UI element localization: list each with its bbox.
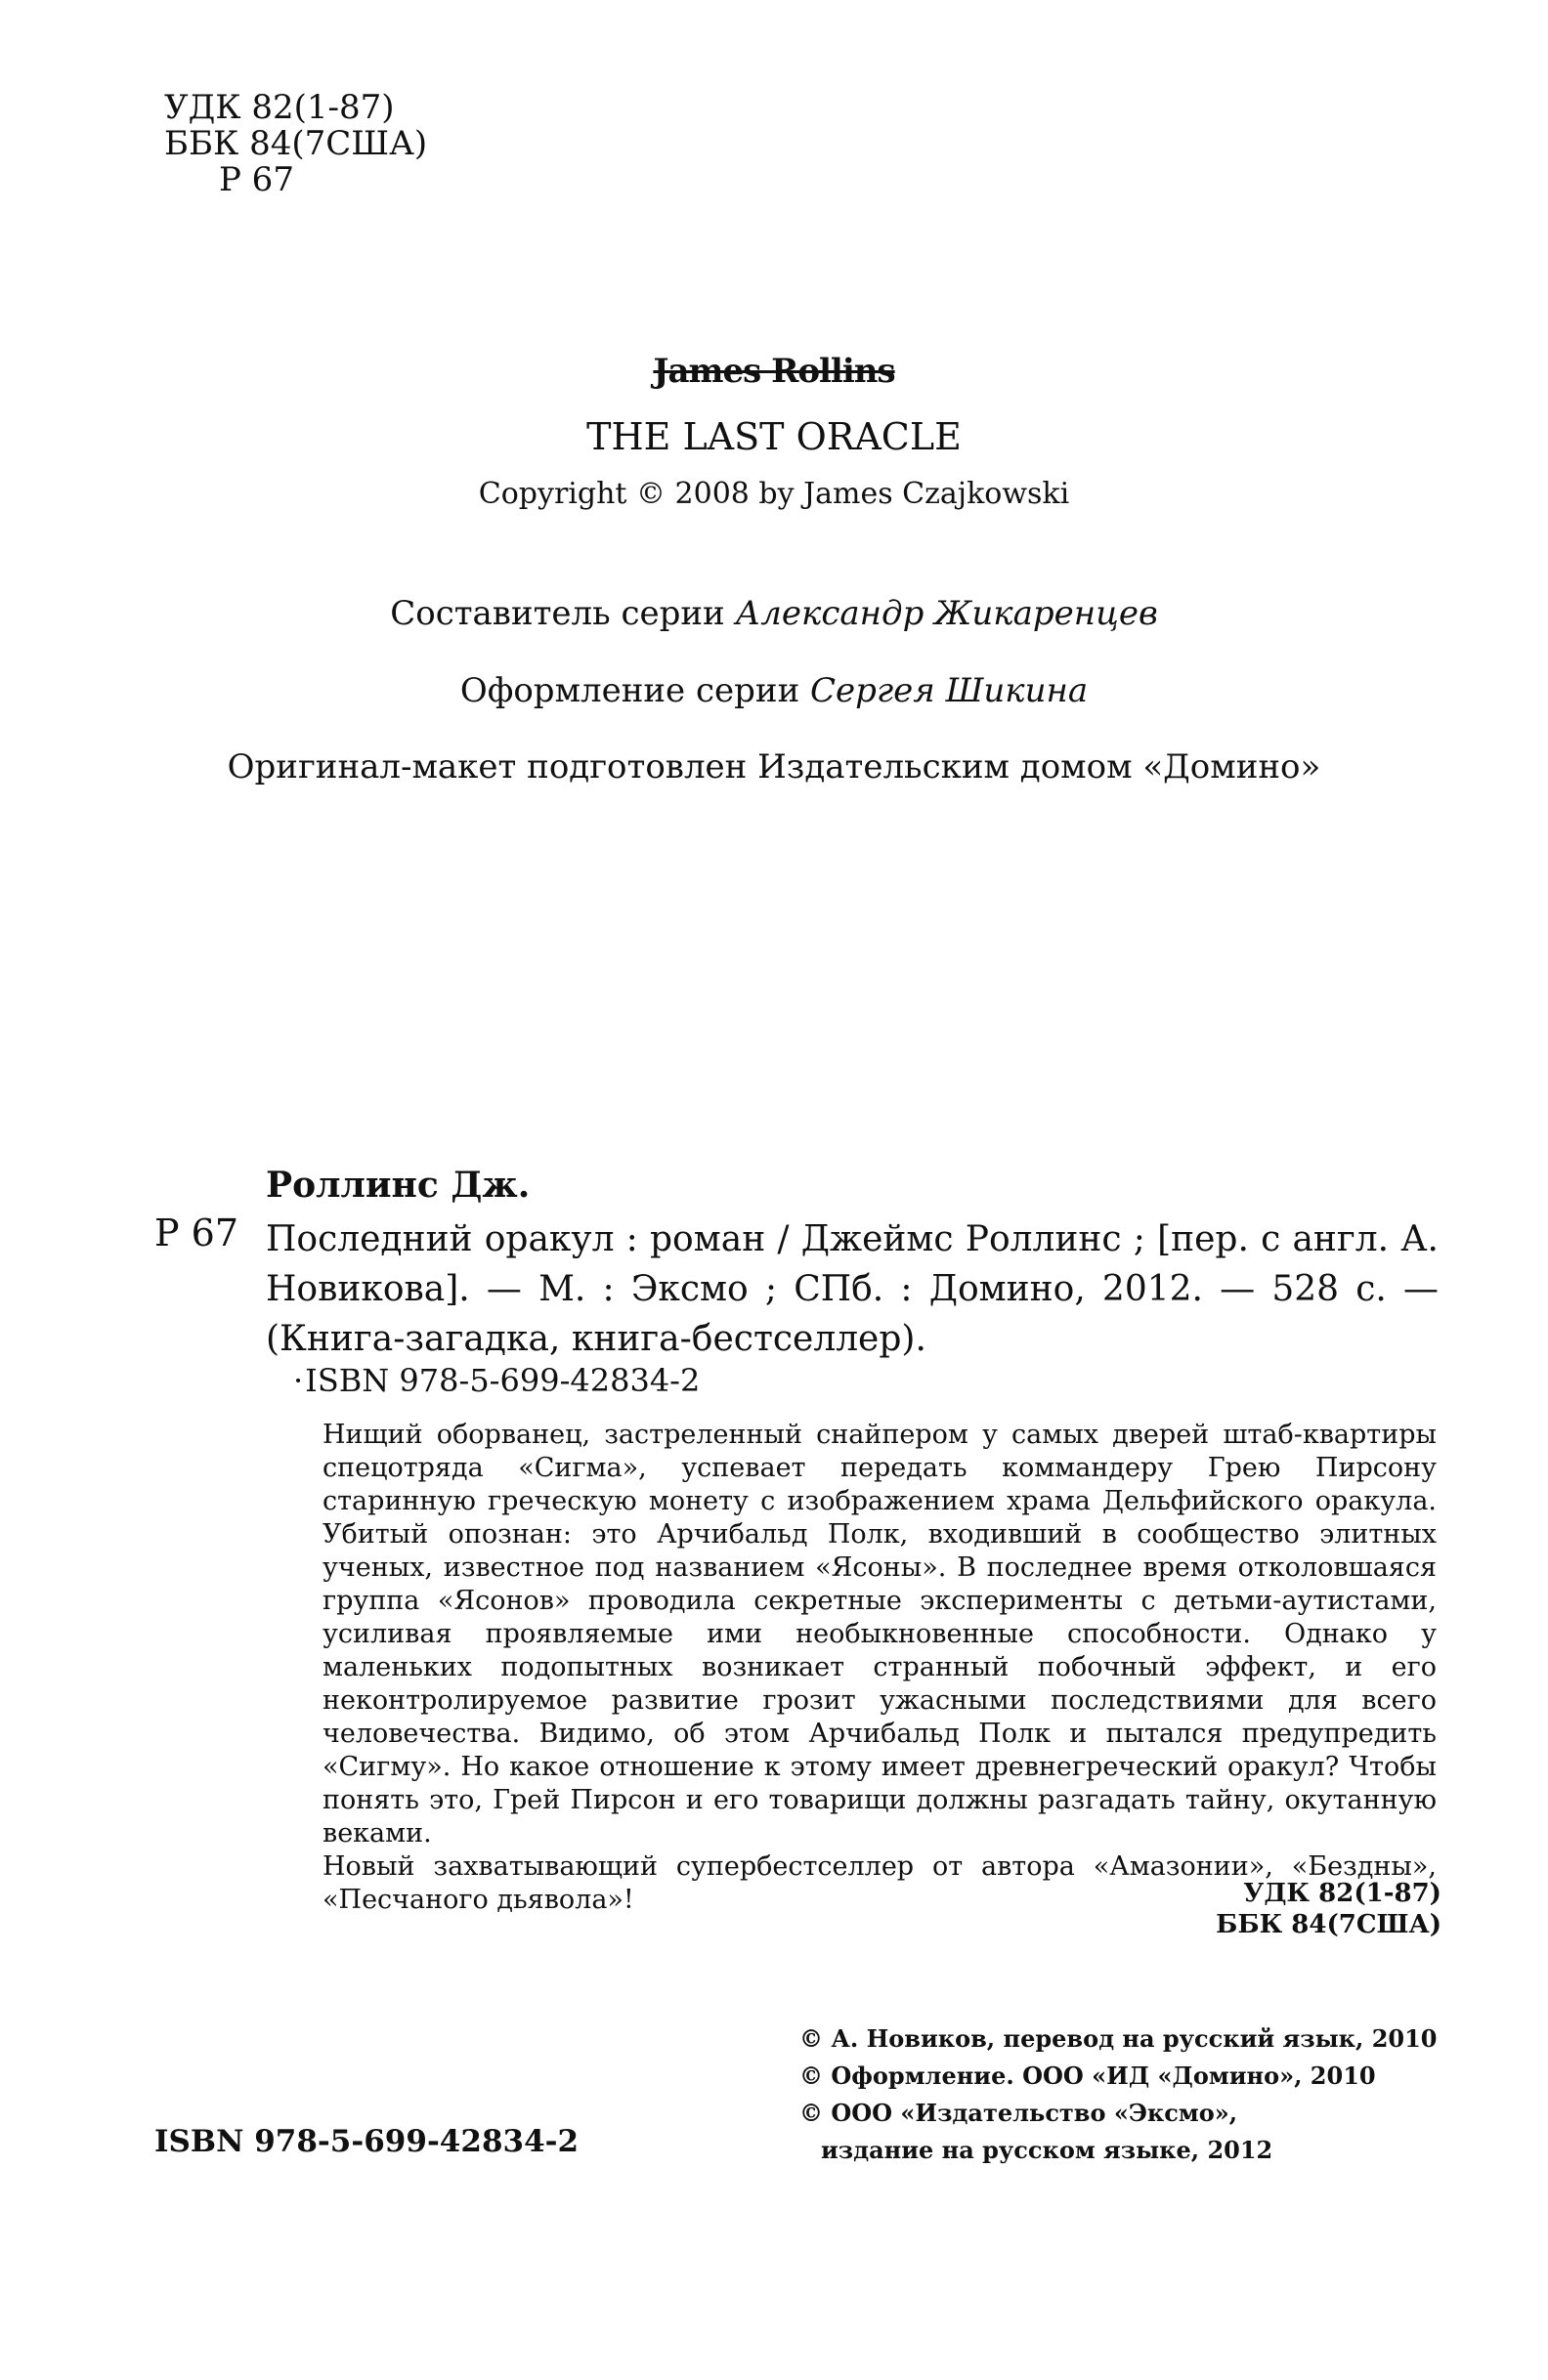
annotation-paragraph: Новый захватывающий супербестселлер от автора «Амазонии», «Бездны», «Песчаного дьявола»! <box>322 1851 1437 1915</box>
series-compiler-name: Александр Жикаренцев <box>735 594 1158 633</box>
annotation-paragraph: Нищий оборванец, застреленный снайпером у самых дверей штаб-квартиры спецотряда «Сигма», успевает передать коммандеру Грею Пирсону старинную греческую монету с изображением храма Дельфийского оракула. Убитый опознан: это Арчибальд Полк, входивший в сообщество элитных ученых, известное под названием «Ясоны». В последнее время отколовшаяся группа «Ясонов» проводила секретные эксперименты с детьми-аутистами, усиливая проявляемые ими необыкновенные способности. Однако у маленьких подопытных возникает странный побочный эффект, и его неконтролируемое развитие грозит ужасными последствиями для всего человечества. Видимо, об этом Арчибальд Полк и пытался предупредить «Сигму». Но какое отношение к этому имеет древнегреческий оракул? Чтобы понять это, Грей Пирсон и его товарищи должны разгадать тайну, окутанную веками. <box>322 1420 1437 1849</box>
udk-code: УДК 82(1-87) <box>164 88 395 127</box>
udk-footer-udk: УДК 82(1-87) <box>1243 1879 1441 1908</box>
series-compiler <box>0 594 1548 633</box>
bbk-code: ББК 84(7США) <box>164 124 428 163</box>
series-design-label: Оформление серии <box>459 671 800 710</box>
copyright-line: © А. Новиков, перевод на русский язык, 2010 <box>799 2024 1438 2053</box>
udk-footer <box>1163 1878 1441 1940</box>
copyright-line: © Оформление. ООО «ИД «Домино», 2010 <box>799 2061 1376 2090</box>
copyright-line: © ООО «Издательство «Эксмо», <box>799 2099 1238 2127</box>
catalog-isbn: · ISBN 978-5-699-42834-2 <box>305 1362 700 1399</box>
series-design-name: Сергея Шикина <box>810 671 1089 710</box>
original-layout-note: Оригинал-макет подготовлен Издательским домом «Домино» <box>227 747 1321 786</box>
original-title: THE LAST ORACLE <box>586 415 962 458</box>
original-copyright: Copyright © 2008 by James Czajkowski <box>478 477 1070 511</box>
series-compiler-label: Составитель серии <box>390 594 725 633</box>
author-sign: Р 67 <box>219 160 294 199</box>
catalog-description: Последний оракул : роман / Джеймс Роллинс ; [пер. с англ. А. Новикова]. — М. : Эксмо ; СПб. : Домино, 2012. — 528 с. — (Книга-загадка, книга-бестселлер). <box>266 1219 1439 1359</box>
copyright-line: издание на русском языке, 2012 <box>821 2136 1273 2164</box>
catalog-author: Роллинс Дж. <box>266 1165 531 1206</box>
classification-codes <box>164 90 427 198</box>
copyright-block <box>799 2020 1438 2169</box>
series-design <box>0 671 1548 710</box>
isbn-bottom: ISBN 978-5-699-42834-2 <box>154 2124 580 2159</box>
original-author: James Rollins <box>653 352 895 391</box>
catalog-code: Р 67 <box>154 1211 239 1254</box>
udk-footer-bbk: ББК 84(7США) <box>1216 1910 1441 1939</box>
annotation <box>322 1419 1437 1917</box>
